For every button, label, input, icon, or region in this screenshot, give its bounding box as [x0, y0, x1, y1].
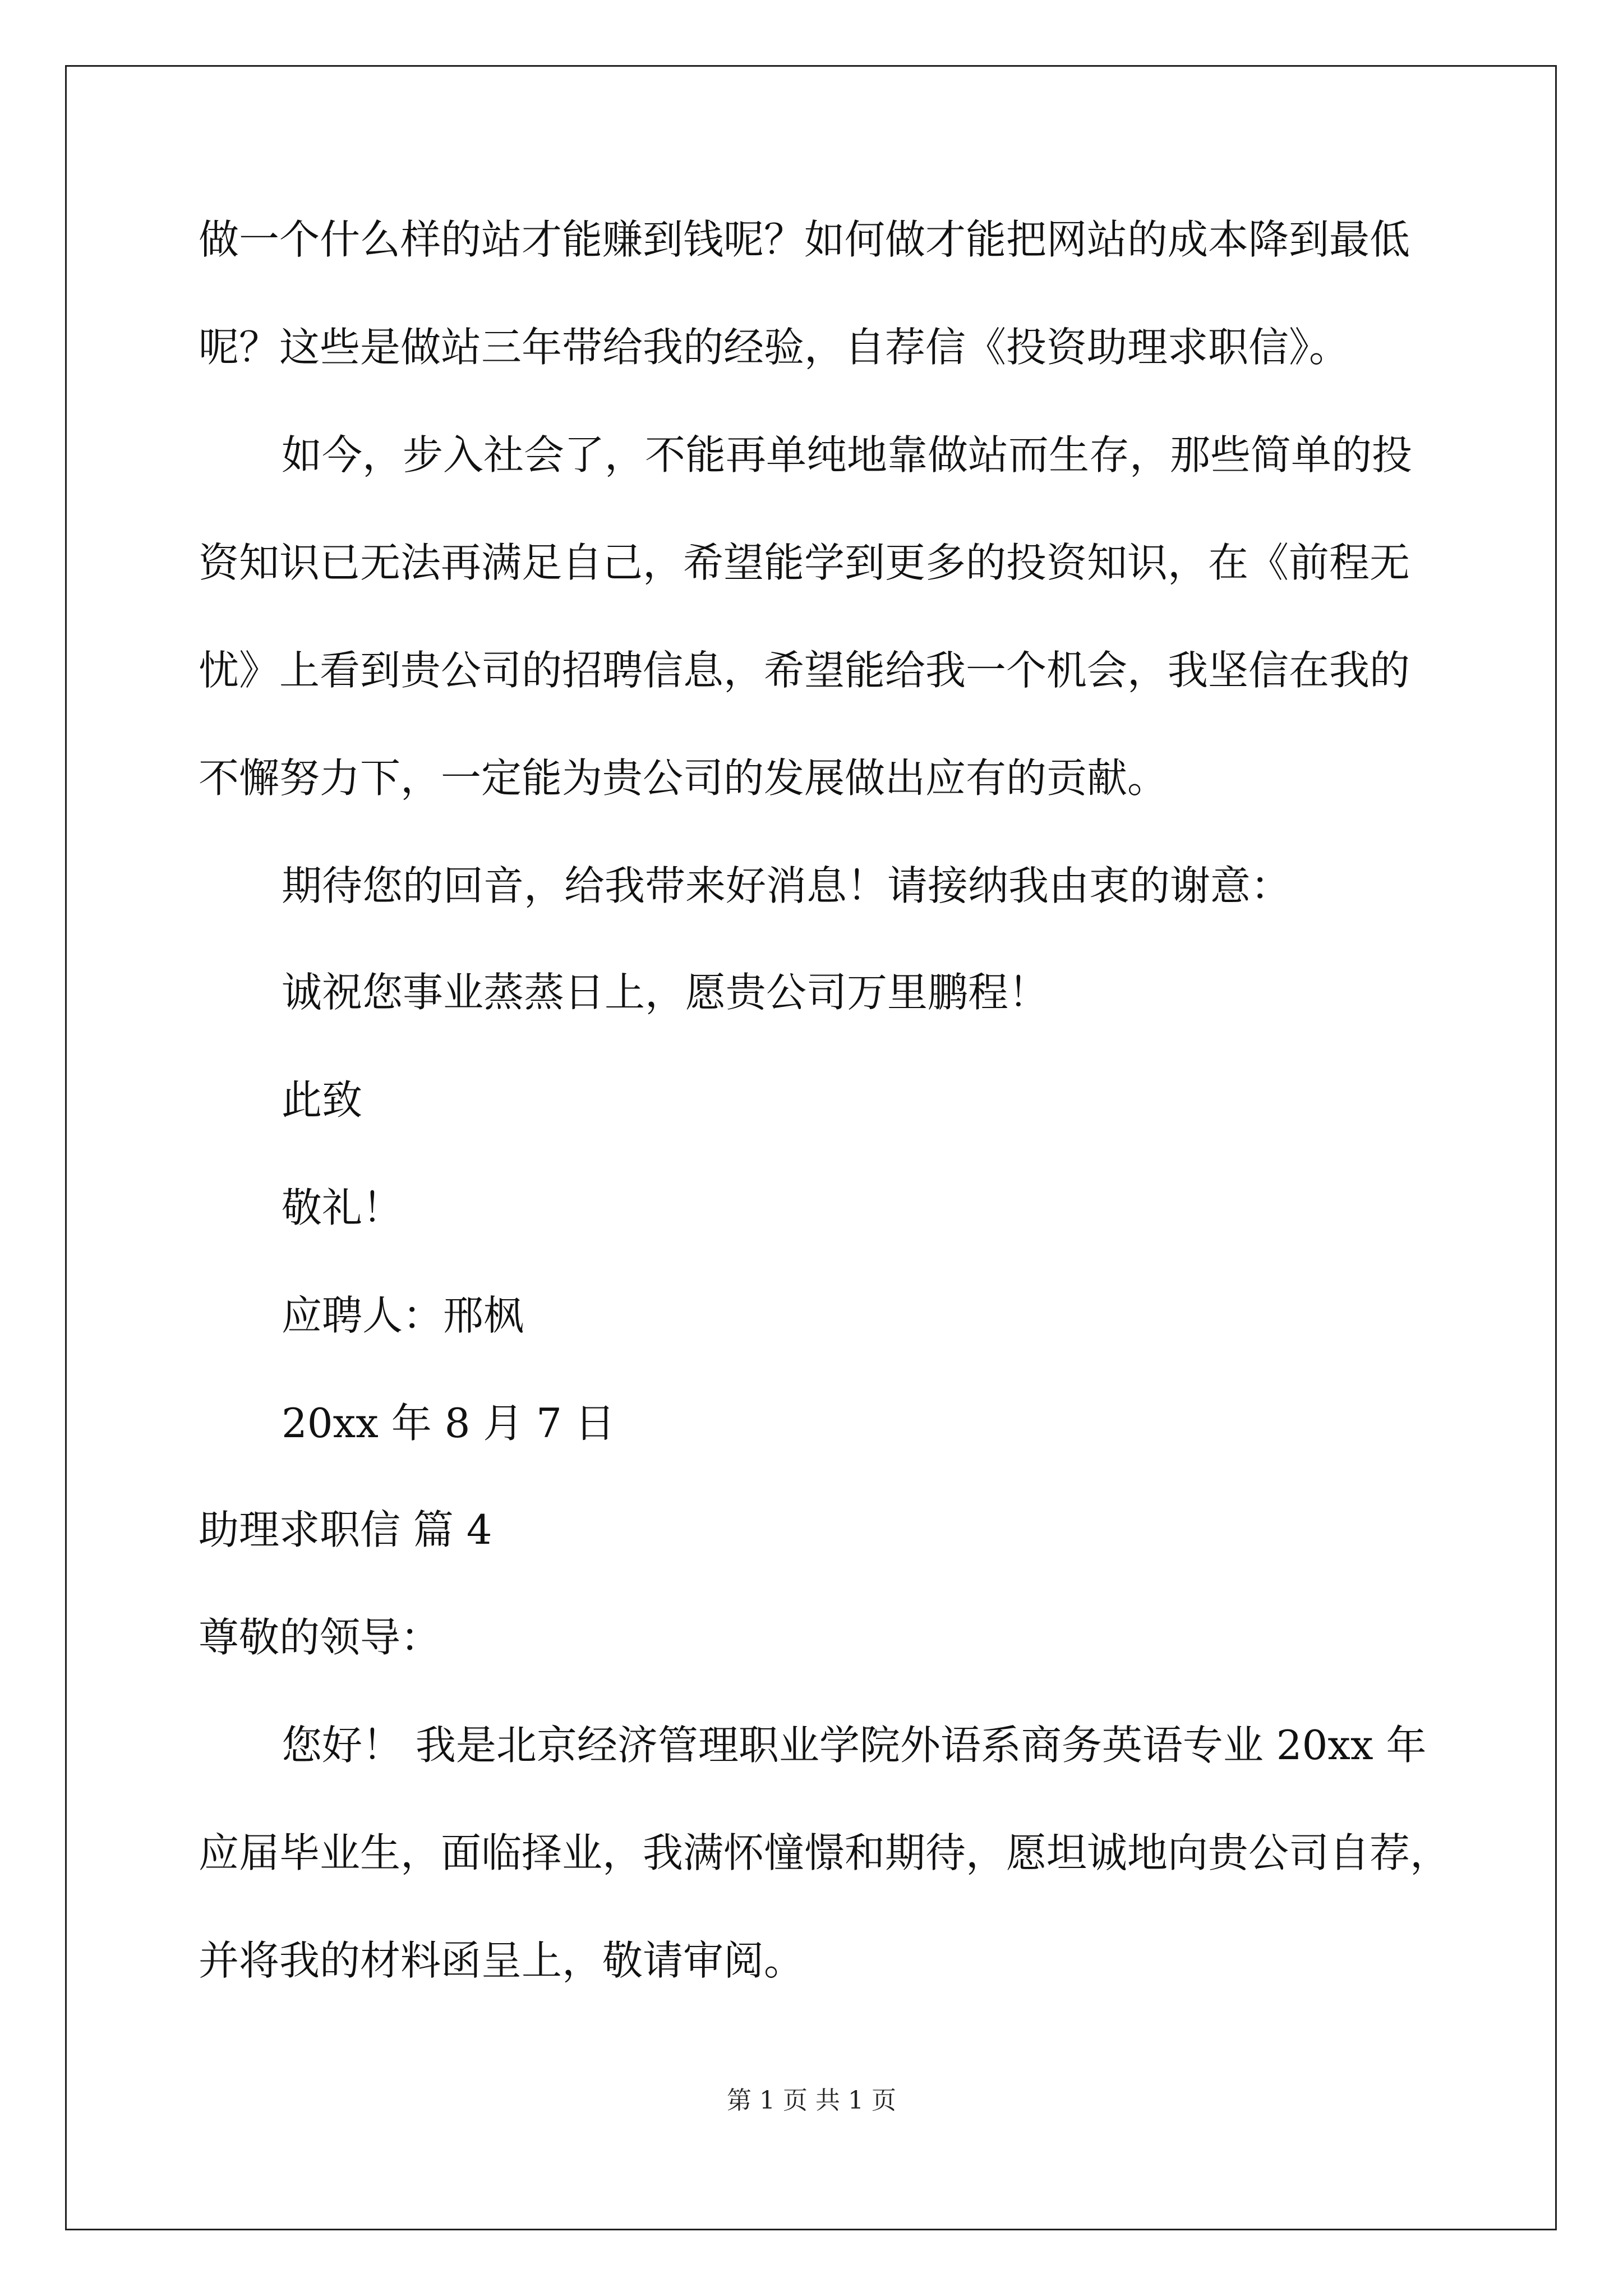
paragraph-line: 期待您的回音，给我带来好消息！请接纳我由衷的谢意： [282, 862, 1292, 909]
signature-line: 应聘人：邢枫 [282, 1292, 524, 1339]
salutation-line: 此致 [282, 1076, 363, 1124]
paragraph-line: 您好！ 我是北京经济管理职业学院外语系商务英语专业 20xx 年 [282, 1722, 1427, 1769]
paragraph-line: 如今，步入社会了，不能再单纯地靠做站而生存，那些简单的投 [282, 431, 1413, 478]
paragraph-line: 并将我的材料函呈上，敬请审阅。 [199, 1937, 805, 1984]
salutation-line: 敬礼！ [282, 1184, 403, 1231]
greeting-line: 尊敬的领导： [199, 1614, 441, 1661]
paragraph-line: 资知识已无法再满足自己，希望能学到更多的投资知识，在《前程无 [199, 539, 1410, 586]
paragraph-line: 呢？这些是做站三年带给我的经验，自荐信《投资助理求职信》。 [199, 324, 1350, 371]
date-line: 20xx 年 8 月 7 日 [282, 1400, 615, 1447]
page-border [65, 65, 1557, 2230]
paragraph-line: 不懈努力下，一定能为贵公司的发展做出应有的贡献。 [199, 754, 1168, 802]
section-heading: 助理求职信 篇 4 [199, 1506, 492, 1553]
page-footer: 第 1 页 共 1 页 [727, 2086, 896, 2115]
paragraph-line: 忧》上看到贵公司的招聘信息，希望能给我一个机会，我坚信在我的 [199, 647, 1410, 694]
paragraph-line: 做一个什么样的站才能赚到钱呢？如何做才能把网站的成本降到最低 [199, 216, 1410, 263]
paragraph-line: 应届毕业生，面临择业，我满怀憧憬和期待，愿坦诚地向贵公司自荐， [199, 1829, 1451, 1876]
paragraph-line: 诚祝您事业蒸蒸日上，愿贵公司万里鹏程！ [282, 969, 1049, 1016]
